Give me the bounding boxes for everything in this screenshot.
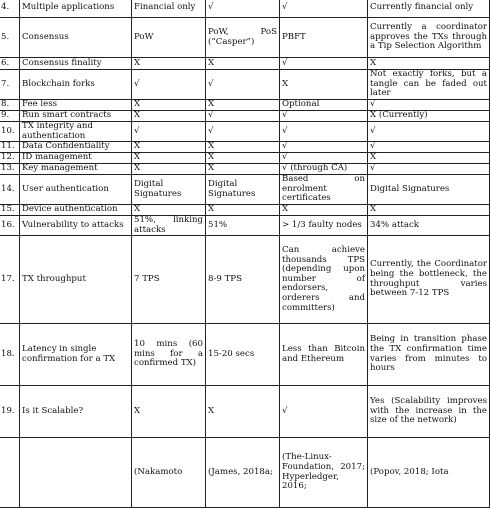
cell-row-number: 12.: [0, 153, 20, 164]
cell-feature: Latency in single confirmation for a TX: [20, 324, 132, 386]
cell-hyperledger: X: [280, 204, 368, 215]
cell-hyperledger: √: [280, 0, 368, 18]
cell-ethereum: 51%: [206, 215, 280, 235]
cell-hyperledger: (The-Linux-Foundation, 2017; Hyperledger, 2016;: [280, 438, 368, 508]
cell-iota: X: [368, 153, 490, 164]
cell-bitcoin: X: [132, 111, 206, 122]
cell-feature: Consensus finality: [20, 58, 132, 70]
table-row: [0, 100, 490, 111]
table-row: [0, 58, 490, 70]
cell-bitcoin: X: [132, 204, 206, 215]
cell-row-number: 4.: [0, 0, 20, 18]
cell-ethereum: X: [206, 58, 280, 70]
cell-ethereum: X: [206, 204, 280, 215]
cell-row-number: 17.: [0, 236, 20, 324]
cell-row-number: 11.: [0, 142, 20, 153]
cell-hyperledger: Less than Bitcoin and Ethereum: [280, 324, 368, 386]
cell-feature: TX throughput: [20, 236, 132, 324]
cell-ethereum: (James, 2018a;: [206, 438, 280, 508]
table-row: [0, 324, 490, 386]
cell-row-number: 13.: [0, 164, 20, 175]
cell-iota: (Popov, 2018; Iota: [368, 438, 490, 508]
cell-bitcoin: X: [132, 142, 206, 153]
table-row: [0, 236, 490, 324]
table-row: [0, 0, 490, 18]
cell-bitcoin: X: [132, 164, 206, 175]
cell-iota: Currently, the Coordinator being the bottleneck, the throughput varies between 7-12 TPS: [368, 236, 490, 324]
cell-ethereum: 8-9 TPS: [206, 236, 280, 324]
table-row: [0, 386, 490, 438]
cell-iota: Yes (Scalability improves with the increase in the size of the network): [368, 386, 490, 438]
cell-hyperledger: PBFT: [280, 18, 368, 58]
cell-bitcoin: 51%, linking attacks: [132, 215, 206, 235]
cell-feature: Consensus: [20, 18, 132, 58]
cell-feature: [20, 438, 132, 508]
cell-iota: Currently a coordinator approves the TXs through a Tip Selection Algorithm: [368, 18, 490, 58]
cell-feature: Blockchain forks: [20, 70, 132, 100]
cell-bitcoin: X: [132, 58, 206, 70]
cell-row-number: [0, 438, 20, 508]
cell-ethereum: √: [206, 0, 280, 18]
cell-row-number: 9.: [0, 111, 20, 122]
table-row: [0, 122, 490, 142]
cell-ethereum: X: [206, 164, 280, 175]
cell-feature: Fee less: [20, 100, 132, 111]
cell-bitcoin: X: [132, 100, 206, 111]
table-row: [0, 153, 490, 164]
cell-row-number: 5.: [0, 18, 20, 58]
cell-hyperledger: Can achieve thousands TPS (depending upon number of endorsers, orderers and committers): [280, 236, 368, 324]
cell-iota: Not exactly forks, but a tangle can be faded out later: [368, 70, 490, 100]
cell-ethereum: PoW, PoS (“Casper”): [206, 18, 280, 58]
cell-iota: √: [368, 164, 490, 175]
cell-hyperledger: √: [280, 58, 368, 70]
cell-hyperledger: √: [280, 386, 368, 438]
cell-hyperledger: √: [280, 153, 368, 164]
cell-bitcoin: 7 TPS: [132, 236, 206, 324]
cell-hyperledger: √: [280, 111, 368, 122]
table-row: [0, 111, 490, 122]
table-row: [0, 142, 490, 153]
cell-row-number: 7.: [0, 70, 20, 100]
cell-feature: Data Confidentiality: [20, 142, 132, 153]
cell-hyperledger: Based on enrolment certificates: [280, 175, 368, 205]
table-row: [0, 204, 490, 215]
cell-feature: Key management: [20, 164, 132, 175]
cell-feature: ID management: [20, 153, 132, 164]
cell-ethereum: √: [206, 111, 280, 122]
cell-ethereum: √: [206, 122, 280, 142]
cell-iota: Currently financial only: [368, 0, 490, 18]
cell-bitcoin: 10 mins (60 mins for a confirmed TX): [132, 324, 206, 386]
cell-hyperledger: Optional: [280, 100, 368, 111]
cell-ethereum: √: [206, 70, 280, 100]
cell-feature: Multiple applications: [20, 0, 132, 18]
cell-row-number: 19.: [0, 386, 20, 438]
cell-feature: Run smart contracts: [20, 111, 132, 122]
cell-hyperledger: √: [280, 122, 368, 142]
table-row: [0, 175, 490, 205]
cell-iota: √: [368, 122, 490, 142]
cell-hyperledger: > 1/3 faulty nodes: [280, 215, 368, 235]
cell-ethereum: X: [206, 153, 280, 164]
cell-row-number: 14.: [0, 175, 20, 205]
table-row: [0, 438, 490, 508]
cell-bitcoin: √: [132, 122, 206, 142]
cell-iota: 34% attack: [368, 215, 490, 235]
cell-row-number: 6.: [0, 58, 20, 70]
cell-row-number: 8.: [0, 100, 20, 111]
cell-row-number: 15.: [0, 204, 20, 215]
cell-ethereum: 15-20 secs: [206, 324, 280, 386]
cell-bitcoin: (Nakamoto: [132, 438, 206, 508]
cell-ethereum: X: [206, 100, 280, 111]
cell-hyperledger: X: [280, 70, 368, 100]
cell-bitcoin: Digital Signatures: [132, 175, 206, 205]
cell-bitcoin: X: [132, 386, 206, 438]
cell-feature: TX integrity and authentication: [20, 122, 132, 142]
table-row: [0, 215, 490, 235]
cell-feature: User authentication: [20, 175, 132, 205]
cell-hyperledger: √ (through CA): [280, 164, 368, 175]
cell-feature: Device authentication: [20, 204, 132, 215]
cell-iota: Being in transition phase the TX confirmation time varies from minutes to hours: [368, 324, 490, 386]
cell-bitcoin: Financial only: [132, 0, 206, 18]
table-row: [0, 70, 490, 100]
table-row: [0, 18, 490, 58]
cell-iota: X (Currently): [368, 111, 490, 122]
cell-iota: Digital Signatures: [368, 175, 490, 205]
cell-bitcoin: X: [132, 153, 206, 164]
cell-hyperledger: √: [280, 142, 368, 153]
cell-bitcoin: √: [132, 70, 206, 100]
cell-ethereum: Digital Signatures: [206, 175, 280, 205]
cell-feature: Is it Scalable?: [20, 386, 132, 438]
cell-feature: Vulnerability to attacks: [20, 215, 132, 235]
table-row: [0, 164, 490, 175]
cell-iota: X: [368, 58, 490, 70]
cell-ethereum: X: [206, 142, 280, 153]
cell-row-number: 16.: [0, 215, 20, 235]
cell-row-number: 10.: [0, 122, 20, 142]
cell-iota: X: [368, 204, 490, 215]
cell-iota: √: [368, 142, 490, 153]
cell-row-number: 18.: [0, 324, 20, 386]
cell-ethereum: X: [206, 386, 280, 438]
cell-bitcoin: PoW: [132, 18, 206, 58]
cell-iota: √: [368, 100, 490, 111]
